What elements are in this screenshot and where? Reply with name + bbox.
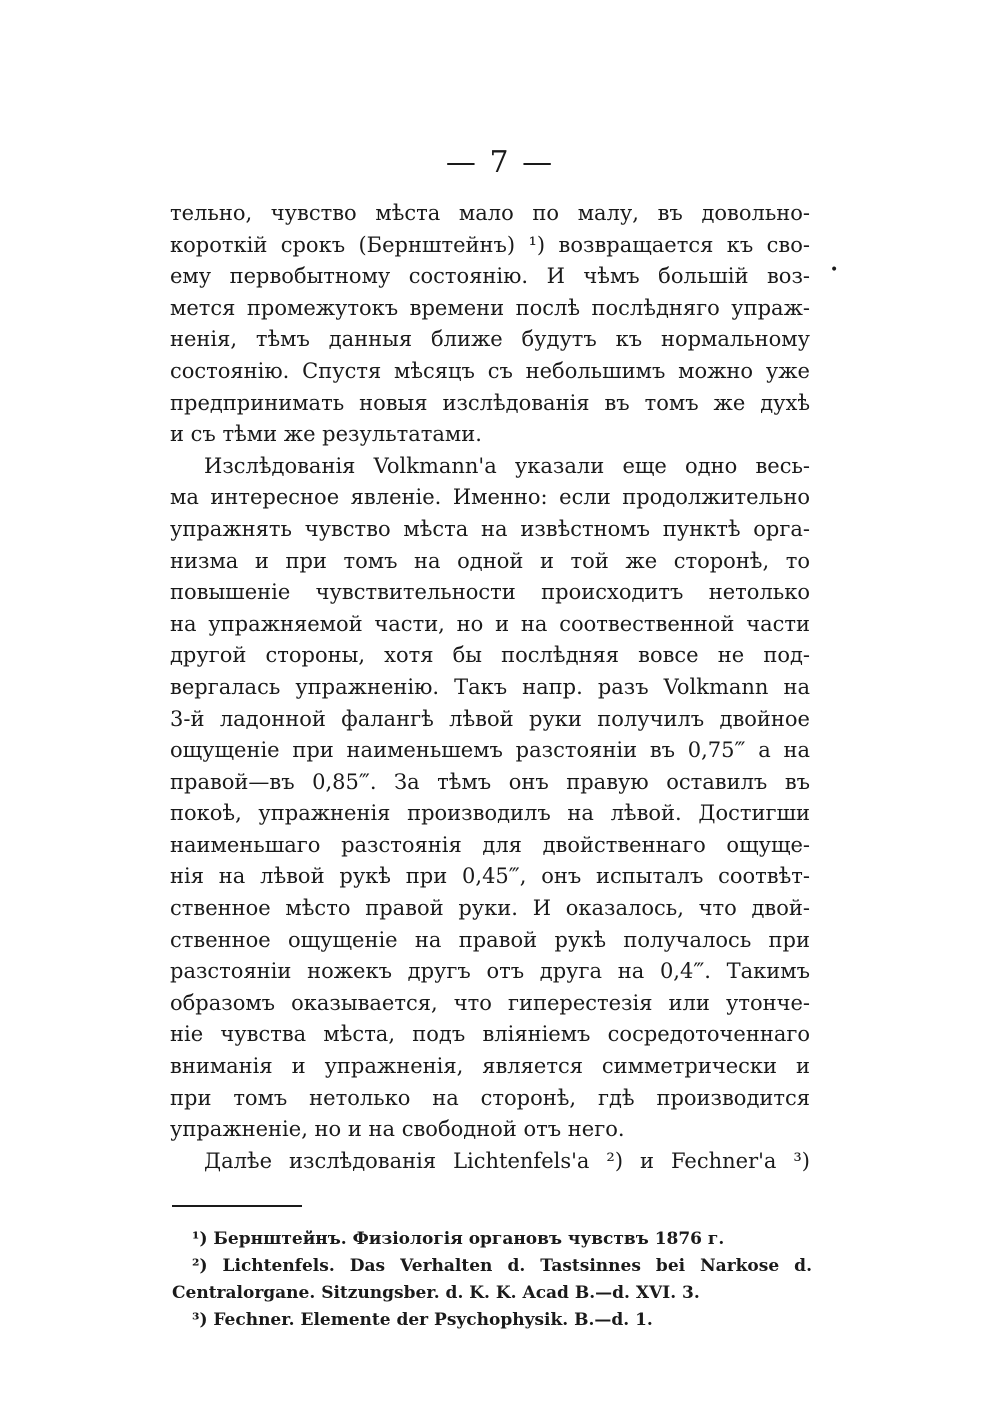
text-line: покоѣ, упражненія производилъ на лѣвой. Достигши — [170, 801, 810, 826]
footnote-line: ¹) Бернштейнъ. Физіологія органовъ чувствъ 1876 г. — [192, 1229, 725, 1249]
text-line: низма и при томъ на одной и той же сторонѣ, то — [170, 548, 810, 573]
text-line: наименьшаго разстоянія для двойственнаго ощуще- — [170, 832, 810, 857]
text-line: образомъ оказывается, что гиперестезія или утонче- — [170, 990, 810, 1015]
text-line: 3-й ладонной фалангѣ лѣвой руки получилъ двойное — [170, 706, 810, 731]
text-line: ма интересное явленіе. Именно: если продолжительно — [170, 485, 810, 510]
footnote-line: Centralorgane. Sitzungsber. d. K. K. Acad B.—d. XVI. 3. — [172, 1283, 700, 1303]
text-line: состоянію. Спустя мѣсяцъ съ небольшимъ можно уже — [170, 358, 810, 383]
text-line: предпринимать новыя изслѣдованія въ томъ же духѣ — [170, 390, 810, 415]
margin-mark: • — [830, 262, 839, 278]
footnote-line: ²) Lichtenfels. Das Verhalten d. Tastsinnes bei Narkose d. — [192, 1256, 812, 1276]
page-number: — 7 — — [445, 145, 555, 180]
text-line: вергалась упражненію. Такъ напр. разъ Volkmann на — [170, 674, 810, 699]
text-line: ніе чувства мѣста, подъ вліяніемъ сосредоточеннаго — [170, 1022, 810, 1047]
footnote-rule — [172, 1205, 302, 1207]
text-line: ощущеніе при наименьшемъ разстояніи въ 0,75‴ а на — [170, 738, 810, 763]
text-line: разстояніи ножекъ другъ отъ друга на 0,4‴. Такимъ — [170, 959, 810, 984]
text-line: ственное мѣсто правой руки. И оказалось, что двой- — [170, 896, 810, 921]
text-line: и съ тѣми же результатами. — [170, 422, 482, 447]
text-line: вниманія и упражненія, является симметрически и — [170, 1054, 810, 1079]
text-line: мется промежутокъ времени послѣ послѣдняго упраж- — [170, 295, 810, 320]
text-line: правой—въ 0,85‴. За тѣмъ онъ правую оставилъ въ — [170, 769, 810, 794]
text-line: упражненіе, но и на свободной отъ него. — [170, 1117, 625, 1142]
text-line: ственное ощущеніе на правой рукѣ получалось при — [170, 927, 810, 952]
text-line: Изслѣдованія Volkmann'а указали еще одно весь- — [204, 453, 810, 478]
text-line: тельно, чувство мѣста мало по малу, въ довольно- — [170, 201, 810, 225]
footnote-line: ³) Fechner. Elemente der Psychophysik. B.—d. 1. — [192, 1310, 653, 1330]
body-text — [170, 198, 810, 1177]
text-line: на упражняемой части, но и на соотвественной части — [170, 611, 810, 636]
text-line: повышеніе чувствительности происходитъ нетолько — [170, 580, 810, 605]
text-line: нія на лѣвой рукѣ при 0,45‴, онъ испыталъ соотвѣт- — [170, 864, 810, 889]
text-line: Далѣе изслѣдованія Lichtenfels'а ²) и Fechner'а ³) — [204, 1148, 810, 1173]
text-line: короткій срокъ (Бернштейнъ) ¹) возвращается къ сво- — [170, 232, 810, 257]
text-line: другой стороны, хотя бы послѣдняя вовсе не под- — [170, 643, 810, 668]
footnotes — [172, 1226, 812, 1334]
text-line: ненія, тѣмъ данныя ближе будутъ къ нормальному — [170, 327, 810, 352]
text-line: упражнять чувство мѣста на извѣстномъ пунктѣ орга- — [170, 516, 810, 541]
text-line: ему первобытному состоянію. И чѣмъ большій воз- — [170, 264, 810, 289]
text-line: при томъ нетолько на сторонѣ, гдѣ производится — [170, 1085, 810, 1110]
